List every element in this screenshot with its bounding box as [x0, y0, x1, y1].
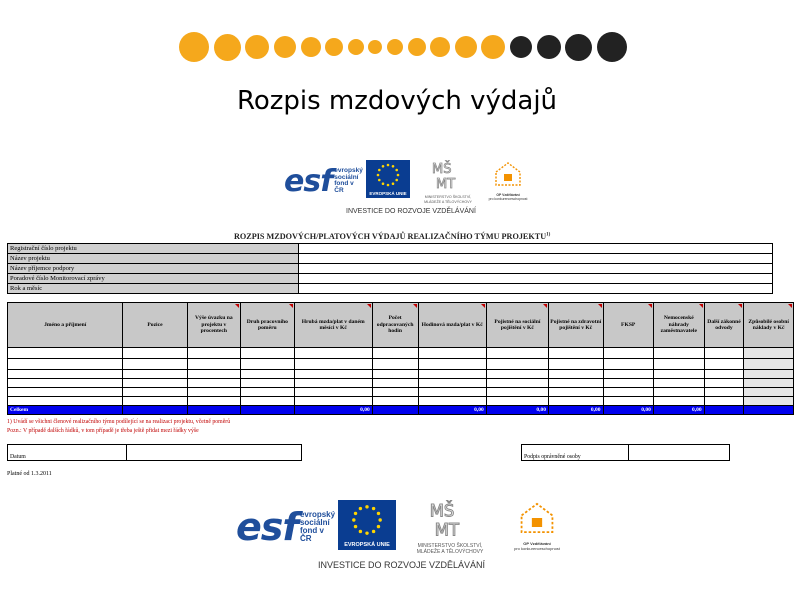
decorative-dot	[274, 36, 296, 58]
project-info-row	[8, 254, 773, 264]
project-info-row	[8, 284, 773, 294]
total-cell: 0,00	[549, 406, 603, 415]
msmt-logo	[418, 160, 478, 204]
project-info-label: Název příjemce podpory	[8, 264, 299, 274]
table-cell[interactable]	[418, 388, 486, 397]
project-info-value[interactable]	[299, 264, 773, 274]
esf-logo	[284, 160, 363, 202]
decorative-dot	[301, 37, 321, 57]
table-cell[interactable]	[653, 415, 704, 422]
column-header-label: Počet odpracovaných hodin	[376, 315, 414, 335]
table-cell[interactable]	[704, 359, 744, 370]
msmt-line-2: MLÁDEŽE A TĚLOVÝCHOVY	[424, 199, 472, 204]
table-cell[interactable]	[187, 379, 241, 388]
project-info-row	[8, 274, 773, 284]
date-label: Datum	[8, 445, 127, 461]
table-cell[interactable]	[241, 397, 295, 406]
valid-from-text: Platné od 1.3.2011	[7, 471, 52, 477]
table-cell[interactable]	[603, 415, 653, 422]
decorative-dot	[348, 39, 364, 55]
table-cell[interactable]	[744, 379, 794, 388]
comment-indicator-icon	[738, 304, 742, 308]
table-cell[interactable]	[603, 370, 653, 379]
table-cell[interactable]	[603, 388, 653, 397]
esf-line-2: sociální	[334, 173, 359, 181]
msmt-mark-icon	[430, 160, 466, 190]
table-cell[interactable]	[744, 370, 794, 379]
total-cell	[123, 406, 187, 415]
esf-logo-letters: esf	[284, 163, 333, 199]
table-cell[interactable]	[123, 370, 187, 379]
table-cell[interactable]	[8, 388, 123, 397]
msmt-caption-bottom	[404, 543, 496, 555]
table-cell[interactable]	[653, 397, 704, 406]
table-cell[interactable]	[744, 348, 794, 359]
table-cell[interactable]	[653, 348, 704, 359]
decorative-dot	[387, 39, 403, 55]
table-cell[interactable]	[549, 415, 603, 422]
table-cell[interactable]	[744, 415, 794, 422]
table-cell[interactable]	[241, 388, 295, 397]
column-header	[123, 303, 187, 348]
total-cell: 0,00	[418, 406, 486, 415]
total-cell: 0,00	[653, 406, 704, 415]
project-info-label: Název projektu	[8, 254, 299, 264]
form-title-text: ROZPIS MZDOVÝCH/PLATOVÝCH VÝDAJŮ REALIZAČNÍHO TÝMU PROJEKTU	[234, 232, 547, 241]
table-cell[interactable]	[241, 359, 295, 370]
logo-band-top	[284, 160, 530, 204]
op-logo	[486, 160, 530, 201]
table-cell[interactable]	[372, 370, 418, 379]
table-cell[interactable]	[372, 388, 418, 397]
project-info-value[interactable]	[299, 254, 773, 264]
table-cell[interactable]	[241, 379, 295, 388]
total-cell: 0,00	[294, 406, 372, 415]
esf-logo-letters-bottom: esf	[236, 505, 298, 549]
msmt-letters-bottom-bottom: MT	[434, 520, 460, 538]
project-info-label: Rok a měsíc	[8, 284, 299, 294]
table-cell[interactable]	[603, 397, 653, 406]
comment-indicator-icon	[367, 304, 371, 308]
logo-band-bottom	[236, 500, 570, 555]
msmt-line-1: MINISTERSTVO ŠKOLSTVÍ,	[424, 195, 472, 199]
table-cell[interactable]	[123, 388, 187, 397]
table-cell[interactable]	[486, 348, 548, 359]
salary-table-header	[8, 303, 794, 348]
signature-field	[521, 444, 730, 461]
comment-indicator-icon	[598, 304, 602, 308]
op-line-2: pro konkurenceschopnost	[488, 197, 528, 202]
comment-indicator-icon	[648, 304, 652, 308]
table-cell[interactable]	[187, 370, 241, 379]
total-cell	[187, 406, 241, 415]
table-cell[interactable]	[187, 397, 241, 406]
esf-line-3: fond v ČR	[334, 180, 354, 194]
eu-logo	[366, 160, 410, 198]
table-cell[interactable]	[294, 370, 372, 379]
table-cell[interactable]	[486, 397, 548, 406]
table-cell[interactable]	[603, 379, 653, 388]
table-cell[interactable]	[123, 397, 187, 406]
column-header	[294, 303, 372, 348]
total-label: Celkem	[8, 406, 123, 415]
project-info-label: Registrační číslo projektu	[8, 244, 299, 254]
table-cell[interactable]	[372, 397, 418, 406]
eu-flag-icon	[366, 160, 410, 190]
comment-indicator-icon	[699, 304, 703, 308]
table-cell[interactable]	[8, 379, 123, 388]
project-info-value[interactable]	[299, 284, 773, 294]
decorative-dot	[565, 34, 592, 61]
total-cell: 0,00	[603, 406, 653, 415]
table-cell[interactable]	[418, 379, 486, 388]
table-cell[interactable]	[704, 397, 744, 406]
form-title-note: 1)	[546, 232, 551, 238]
table-cell[interactable]	[123, 379, 187, 388]
decorative-dot	[481, 35, 505, 59]
date-field	[7, 444, 302, 461]
table-row	[8, 397, 794, 406]
table-cell[interactable]	[744, 388, 794, 397]
table-cell[interactable]	[603, 348, 653, 359]
msmt-letters-top-bottom: MŠ	[429, 501, 455, 521]
eu-caption-bottom: EVROPSKÁ UNIE	[338, 540, 396, 550]
table-cell[interactable]	[372, 379, 418, 388]
table-cell[interactable]	[8, 397, 123, 406]
table-cell[interactable]	[549, 359, 603, 370]
table-cell[interactable]	[418, 397, 486, 406]
table-row	[8, 370, 794, 379]
msmt-letters-bottom: MT	[436, 177, 456, 190]
table-cell[interactable]	[704, 388, 744, 397]
op-house-icon	[491, 160, 525, 188]
table-cell[interactable]	[123, 359, 187, 370]
column-header	[8, 303, 123, 348]
decorative-dot	[245, 35, 269, 59]
table-cell[interactable]	[549, 348, 603, 359]
table-cell[interactable]	[8, 359, 123, 370]
table-cell[interactable]	[8, 348, 123, 359]
project-info-value[interactable]	[299, 274, 773, 284]
column-header-label: Způsobilé osobní náklady v Kč	[748, 318, 789, 331]
table-cell[interactable]	[294, 397, 372, 406]
table-cell[interactable]	[187, 348, 241, 359]
column-header	[372, 303, 418, 348]
comment-indicator-icon	[481, 304, 485, 308]
table-cell[interactable]	[123, 348, 187, 359]
table-cell[interactable]	[653, 379, 704, 388]
column-header	[744, 303, 794, 348]
op-logo-bottom	[504, 500, 570, 551]
table-cell[interactable]	[653, 370, 704, 379]
table-cell[interactable]	[744, 397, 794, 406]
column-header	[603, 303, 653, 348]
op-caption-bottom	[504, 541, 570, 551]
comment-indicator-icon	[235, 304, 239, 308]
table-cell[interactable]	[549, 379, 603, 388]
salary-table	[7, 302, 794, 421]
msmt-logo-bottom	[404, 500, 496, 555]
comment-indicator-icon	[543, 304, 547, 308]
table-cell[interactable]	[486, 388, 548, 397]
table-cell[interactable]	[549, 370, 603, 379]
msmt-line-2-bottom: MLÁDEŽE A TĚLOVÝCHOVY	[416, 549, 484, 555]
table-cell[interactable]	[744, 359, 794, 370]
table-cell[interactable]	[241, 415, 295, 422]
decorative-dot	[455, 36, 477, 58]
table-cell[interactable]	[549, 397, 603, 406]
project-info-table	[7, 243, 773, 294]
table-cell[interactable]	[294, 388, 372, 397]
table-row	[8, 359, 794, 370]
table-cell[interactable]	[372, 415, 418, 422]
esf-logo-bottom	[236, 500, 336, 554]
eu-caption: EVROPSKÁ UNIE	[366, 190, 410, 198]
column-header-label: Hodinová mzda/plat v Kč	[421, 321, 483, 328]
project-info-label: Poradové číslo Monitorovací zprávy	[8, 274, 299, 284]
column-header-label: Druh pracovního poměru	[246, 318, 288, 331]
table-cell[interactable]	[418, 415, 486, 422]
decorative-dot	[597, 32, 627, 62]
op-house-icon-bottom	[515, 500, 559, 536]
table-cell[interactable]	[241, 370, 295, 379]
table-cell[interactable]	[704, 379, 744, 388]
table-cell[interactable]	[653, 388, 704, 397]
project-info-value[interactable]	[299, 244, 773, 254]
signature-label: Podpis oprávněné osoby	[522, 445, 629, 461]
logo-band-top-caption: INVESTICE DO ROZVOJE VZDĚLÁVÁNÍ	[346, 208, 476, 215]
column-header-label: Jméno a příjmení	[44, 321, 87, 328]
msmt-letters-top: MŠ	[432, 162, 452, 177]
total-cell	[241, 406, 295, 415]
table-cell[interactable]	[486, 415, 548, 422]
table-cell[interactable]	[653, 359, 704, 370]
column-header-label: Hrubá mzda/plat v daném měsíci v Kč	[301, 318, 365, 331]
op-line-1: OP Vzdělávání	[496, 193, 520, 197]
table-cell[interactable]	[418, 370, 486, 379]
column-header-label: Pojistné na sociální pojištění v Kč	[494, 318, 541, 331]
table-cell[interactable]	[241, 348, 295, 359]
slide-title: Rozpis mzdových výdajů	[236, 86, 558, 116]
decorative-dot	[510, 36, 532, 58]
table-cell[interactable]	[486, 359, 548, 370]
column-header-label: Další zákonné odvody	[707, 318, 741, 331]
column-header	[653, 303, 704, 348]
esf-line-3-bottom: fond v ČR	[299, 526, 324, 543]
table-cell[interactable]	[294, 415, 372, 422]
table-cell[interactable]	[704, 370, 744, 379]
esf-line-1-bottom: evropský	[299, 510, 336, 519]
column-header	[241, 303, 295, 348]
total-cell	[704, 406, 744, 415]
column-header	[418, 303, 486, 348]
esf-line-2-bottom: sociální	[299, 518, 330, 527]
msmt-mark-icon-bottom	[427, 500, 473, 538]
op-line-1-bottom: OP Vzdělávání	[523, 541, 551, 546]
table-cell[interactable]	[603, 359, 653, 370]
table-cell[interactable]	[8, 370, 123, 379]
column-header-label: Pozice	[147, 321, 163, 328]
total-cell	[372, 406, 418, 415]
msmt-caption	[418, 195, 478, 204]
decorative-dot	[408, 38, 426, 56]
decorative-dot	[368, 40, 382, 54]
date-input[interactable]	[127, 445, 302, 461]
op-line-2-bottom: pro konkurenceschopnost	[514, 546, 560, 551]
signature-input[interactable]	[629, 445, 730, 461]
column-header	[486, 303, 548, 348]
msmt-line-1-bottom: MINISTERSTVO ŠKOLSTVÍ,	[417, 543, 483, 549]
eu-stars-icon	[366, 160, 410, 190]
form-title	[234, 232, 550, 241]
comment-indicator-icon	[788, 304, 792, 308]
decorative-dot	[214, 34, 241, 61]
comment-indicator-icon	[413, 304, 417, 308]
decorative-dots-row	[0, 30, 794, 64]
esf-line-1: evropský	[334, 167, 363, 174]
project-info-row	[8, 244, 773, 254]
logo-band-bottom-caption: INVESTICE DO ROZVOJE VZDĚLÁVÁNÍ	[318, 560, 486, 570]
table-cell[interactable]	[294, 348, 372, 359]
comment-indicator-icon	[289, 304, 293, 308]
column-header	[549, 303, 603, 348]
decorative-dot	[179, 32, 209, 62]
eu-logo-bottom	[338, 500, 396, 550]
op-caption	[486, 193, 530, 201]
total-row	[8, 406, 794, 415]
table-cell[interactable]	[294, 359, 372, 370]
decorative-dot	[537, 35, 561, 59]
decorative-dot	[430, 37, 450, 57]
table-cell[interactable]	[704, 348, 744, 359]
project-info-row	[8, 264, 773, 274]
table-row	[8, 379, 794, 388]
decorative-dot	[325, 38, 343, 56]
column-header-label: FKSP	[621, 321, 636, 328]
table-row	[8, 388, 794, 397]
footnote-1: 1) Uvádí se všichni členové realizačního týmu podílející se na realizaci projektu, včetně poměrů	[7, 419, 231, 425]
total-cell	[744, 406, 794, 415]
column-header	[704, 303, 744, 348]
table-cell[interactable]	[418, 359, 486, 370]
eu-flag-icon-bottom	[338, 500, 396, 540]
table-cell[interactable]	[704, 415, 744, 422]
table-cell[interactable]	[187, 359, 241, 370]
table-cell[interactable]	[418, 348, 486, 359]
table-cell[interactable]	[486, 379, 548, 388]
table-cell[interactable]	[372, 348, 418, 359]
table-row	[8, 348, 794, 359]
total-cell: 0,00	[486, 406, 548, 415]
footnote-2: Pozn.: V případě dalších řádků, v tom případě je třeba ještě přidat mezi řádky výše	[7, 428, 199, 434]
column-header-label: Nemocenské náhrady zaměstnavatele	[660, 315, 697, 335]
column-header	[187, 303, 241, 348]
column-header-label: Pojistné na zdravotní pojištění v Kč	[550, 318, 602, 331]
table-cell[interactable]	[549, 388, 603, 397]
eu-stars-icon-bottom	[338, 500, 396, 540]
table-cell[interactable]	[294, 379, 372, 388]
table-cell[interactable]	[486, 370, 548, 379]
footnotes	[7, 418, 230, 436]
column-header-label: Výše úvazku na projektu v procentech	[195, 315, 233, 335]
table-cell[interactable]	[187, 388, 241, 397]
table-cell[interactable]	[372, 359, 418, 370]
